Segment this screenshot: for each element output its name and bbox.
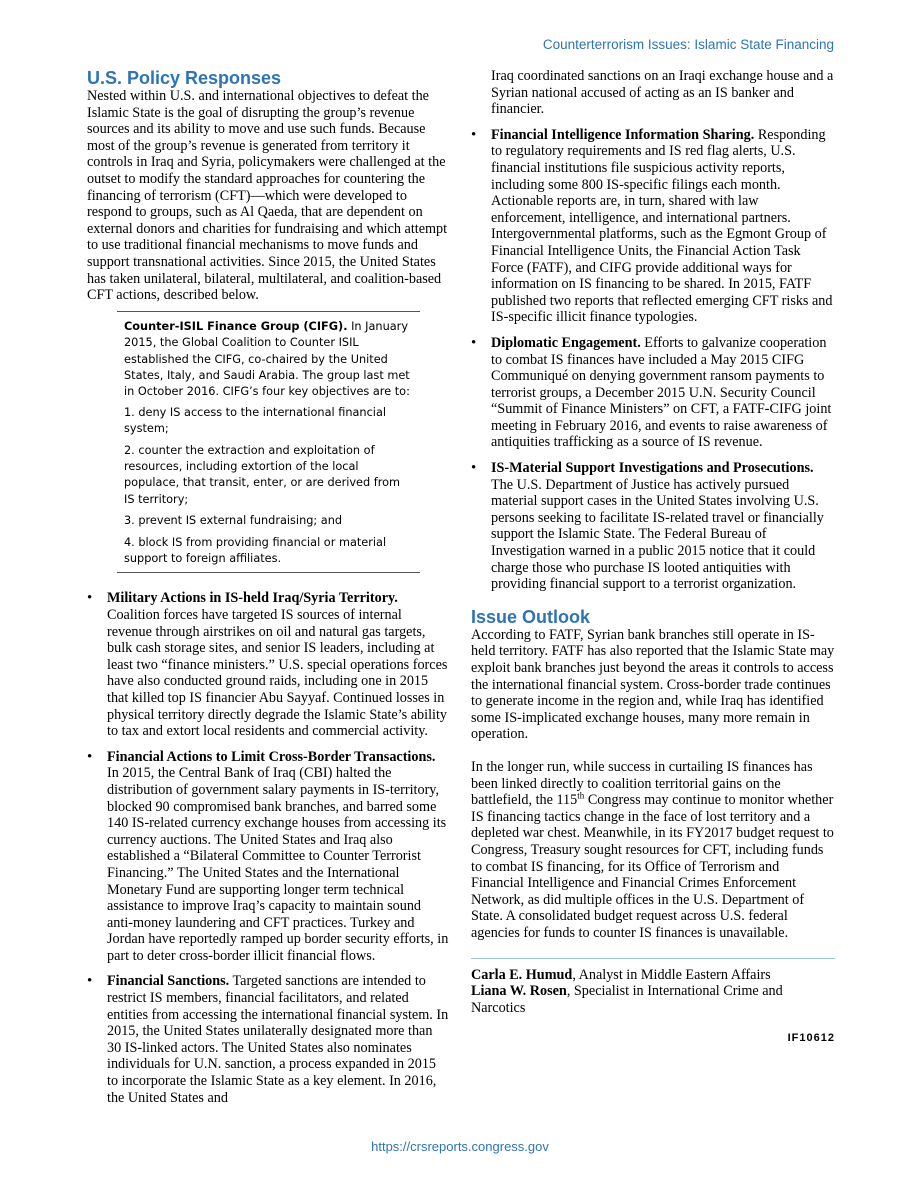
callout-title: Counter-ISIL Finance Group (CIFG). — [124, 319, 348, 333]
author-name: Carla E. Humud — [471, 966, 573, 983]
author-block — [471, 958, 835, 1017]
callout-objective: 2. counter the extraction and exploitation of resources, including extortion of the local populace, that transit, enter, or are derived from IS territory; — [124, 443, 401, 506]
bullet-material-support — [471, 460, 835, 593]
running-header: Counterterrorism Issues: Islamic State Financing — [542, 37, 834, 52]
cifg-callout-box — [117, 311, 420, 574]
bullet-text: Coalition forces have targeted IS sources of internal revenue through airstrikes on oil and natural gas targets, bulk cash storage sites, and senior IS leaders, including at least two “finance ministers.” U.S. special operations forces have also conducted ground raids, including one in 2015 that killed top IS financier Abu Sayyaf. Continued losses in physical territory directly degrade the Islamic State’s ability to tax and extort local residents and commercial activity. — [107, 607, 448, 740]
callout-objective: 1. deny IS access to the international financial system; — [124, 405, 387, 436]
ordinal-superscript: th — [577, 790, 585, 801]
callout-intro — [124, 319, 414, 401]
callout-objective: 3. prevent IS external fundraising; and — [124, 514, 343, 528]
author-line — [471, 983, 835, 1016]
bullet-text: Targeted sanctions are intended to restrict IS members, financial facilitators, and related entities from accessing the international financial system. In 2015, the United States unilaterally designated more than 30 IS-linked actors. The United States also nominates individuals for U.N. sanction, a process expanded in 2015 to incorporate the Islamic State as a key element. In 2016, the United States and — [107, 973, 449, 1106]
bullet-financial-sanctions-continued — [471, 68, 835, 118]
outlook-paragraph — [471, 759, 835, 942]
callout-objective: 4. block IS from providing financial or material support to foreign affiliates. — [124, 535, 387, 565]
bullet-text: In 2015, the Central Bank of Iraq (CBI) halted the distribution of government salary payments in IS-territory, blocked 90 compromised bank branches, and barred some 140 IS-related currency exchange houses from accessing its currency auctions. The United States and Iraq also established a “Bilateral Committee to Counter Terrorist Financing.” The United States and the International Monetary Fund are supporting longer term technical assistance to improve Iraq’s capacity to maintain sound anti-money laundering and CFT practices. Turkey and Jordan have reportedly ramped up border security efforts, in part to deter cross-border illicit financial flows. — [107, 765, 449, 964]
policy-actions-list — [87, 590, 450, 1106]
callout-text: In January 2015, the Global Coalition to Counter ISIL established the CIFG, co-chaired by the United States, Italy, and Saudi Arabia. The group last met in October 2016. CIFG’s four key objectives are to: — [124, 319, 410, 399]
author-name: Liana W. Rosen — [471, 983, 567, 1000]
author-line — [471, 967, 835, 984]
bullet-title: Financial Actions to Limit Cross-Border Transactions. — [107, 748, 436, 765]
section-heading-outlook: Issue Outlook — [471, 606, 591, 627]
bullet-title: Military Actions in IS-held Iraq/Syria Territory. — [107, 590, 398, 607]
bullet-diplomatic-engagement — [471, 335, 835, 451]
policy-intro-paragraph: Nested within U.S. and international objectives to defeat the Islamic State is the goal of disrupting the group’s revenue sources and its ability to move and use such funds. Because most of the group’s revenue is generated from territory it controls in Iraq and Syria, policymakers were challenged at the outset to modify the standard approaches for countering the financing of terrorism (CFT)—which were developed to respond to groups, such as Al Qaeda, that are dependent on external donors and charities for fundraising and which attempt to use traditional financial mechanisms to move funds and support transnational activities. Since 2015, the United States has taken unilateral, bilateral, multilateral, and coalition-based CFT actions, described below. — [87, 88, 448, 304]
bullet-financial-sanctions — [87, 973, 450, 1106]
outlook-paragraph: According to FATF, Syrian bank branches still operate in IS-held territory. FATF has also reported that the Islamic State may exploit bank branches just beyond the areas it controls to access the international financial system. Cross-border trade continues to generate income in the region and, while Iraq has identified some IS-implicated exchange houses, many more remain in operation. — [471, 626, 835, 743]
bullet-text: Iraq coordinated sanctions on an Iraqi exchange house and a Syrian national accused of acting as an IS banker and financier. — [491, 68, 834, 118]
footer-url-link[interactable]: https://crsreports.congress.gov — [371, 1139, 549, 1154]
outlook-text: Congress may continue to monitor whether IS financing tactics change in the face of lost territory and a depleted war chest. Meanwhile, in its FY2017 budget request to Congress, Treasury sought resources for CFT, including funds to combat IS financing, for its Office of Terrorism and Financial Intelligence and Financial Crimes Enforcement Network, as did multiple offices in the U.S. Department of State. A consolidated budget request across U.S. federal agencies for funds to counter IS finances is unavailable. — [471, 792, 834, 941]
bullet-military-actions — [87, 590, 450, 739]
bullet-text: The U.S. Department of Justice has actively pursued material support cases in the United States involving U.S. persons seeking to facilitate IS-related travel or financially support the Islamic State. The Federal Bureau of Investigation warned in a public 2015 notice that it could charge those who purchase IS looted antiquities with providing financial support to a terrorist organization. — [491, 476, 824, 593]
bullet-title: Financial Sanctions. — [107, 973, 230, 990]
bullet-financial-actions — [87, 749, 450, 965]
author-role: , Specialist in International Crime and Narcotics — [471, 983, 783, 1016]
left-column — [87, 68, 450, 1115]
issue-outlook-section — [471, 607, 835, 942]
product-code: IF10612 — [787, 1032, 835, 1045]
right-column — [471, 68, 835, 1047]
outlook-text: In the longer run, while success in curtailing IS finances has been linked directly to coalition territorial gains on the battlefield, the 115 — [471, 758, 813, 809]
bullet-text: Responding to regulatory requirements and IS red flag alerts, U.S. financial institutions file suspicious activity reports, including some 800 IS-specific filings each month. Actionable reports are, in turn, shared with law enforcement, intelligence, and international partners. Intergovernmental platforms, such as the Egmont Group of Financial Intelligence Units, the Financial Action Task Force (FATF), and CIFG provide additional ways for information on IS financing to be shared. In 2015, FATF published two reports that reflected emerging CFT risks and IS-specific illicit finance typologies. — [491, 126, 833, 326]
policy-actions-list-continued — [471, 68, 835, 593]
bullet-title: Financial Intelligence Information Sharing. — [491, 126, 755, 143]
bullet-title: IS-Material Support Investigations and Prosecutions. — [491, 460, 814, 477]
bullet-intelligence-sharing — [471, 127, 835, 326]
bullet-text: Efforts to galvanize cooperation to combat IS finances have included a May 2015 CIFG Communiqué on denying government ransom payments to terrorist groups, a December 2015 U.N. Security Council “Summit of Finance Ministers” on CFT, a FATF-CIFG joint meeting in February 2016, and events to raise awareness of antiquities trafficking as a source of IS revenue. — [491, 334, 832, 451]
bullet-title: Diplomatic Engagement. — [491, 334, 641, 351]
section-heading-policy: U.S. Policy Responses — [87, 68, 282, 88]
author-role: , Analyst in Middle Eastern Affairs — [572, 966, 771, 983]
